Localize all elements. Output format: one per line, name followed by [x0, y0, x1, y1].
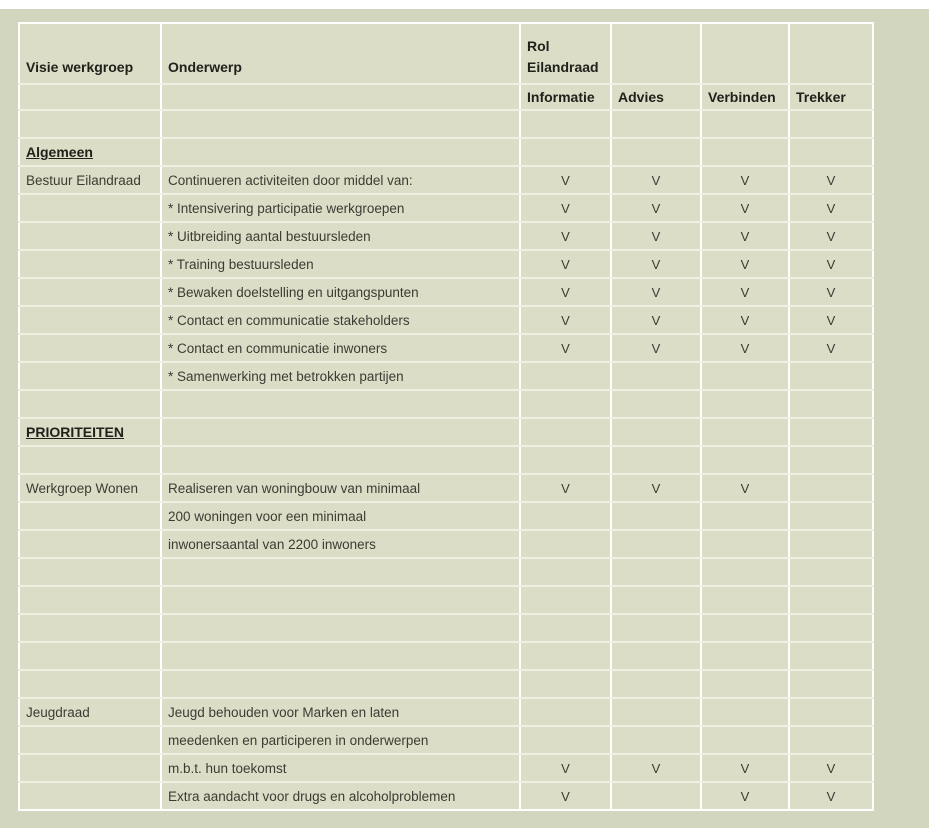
- mark-cell-verbinden: V: [701, 194, 789, 222]
- mark-cell-informatie: V: [520, 474, 611, 502]
- mark-cell-verbinden: V: [701, 166, 789, 194]
- onderwerp-cell: 200 woningen voor een minimaal: [161, 502, 520, 530]
- mark-cell-advies: V: [611, 278, 701, 306]
- mark-cell-verbinden: V: [701, 474, 789, 502]
- mark-cell-trekker: V: [789, 278, 873, 306]
- mark-cell-informatie: [520, 502, 611, 530]
- table-row: [19, 250, 873, 278]
- visie-werkgroep-cell: [19, 194, 161, 222]
- visie-werkgroep-cell: [19, 446, 161, 474]
- mark-cell-verbinden: [701, 502, 789, 530]
- visie-werkgroep-cell: [19, 250, 161, 278]
- mark-cell-verbinden: V: [701, 334, 789, 362]
- subheader-empty-1: [19, 84, 161, 110]
- mark-cell-verbinden: V: [701, 782, 789, 810]
- table-row: [19, 726, 873, 754]
- onderwerp-cell: [161, 670, 520, 698]
- mark-cell-advies: V: [611, 194, 701, 222]
- mark-cell-informatie: [520, 530, 611, 558]
- header-row-main: [19, 23, 873, 84]
- mark-cell-informatie: [520, 586, 611, 614]
- mark-cell-trekker: V: [789, 166, 873, 194]
- mark-cell-informatie: V: [520, 278, 611, 306]
- mark-cell-advies: [611, 586, 701, 614]
- mark-cell-informatie: V: [520, 166, 611, 194]
- mark-cell-verbinden: [701, 418, 789, 446]
- table-row: [19, 670, 873, 698]
- visie-werkgroep-cell: [19, 110, 161, 138]
- table-row: [19, 614, 873, 642]
- onderwerp-cell: * Training bestuursleden: [161, 250, 520, 278]
- mark-cell-informatie: V: [520, 782, 611, 810]
- table-row: [19, 110, 873, 138]
- header-row-roles: [19, 84, 873, 110]
- visie-werkgroep-table: [18, 22, 874, 811]
- mark-cell-trekker: [789, 530, 873, 558]
- mark-cell-advies: V: [611, 306, 701, 334]
- table-row: [19, 418, 873, 446]
- mark-cell-advies: V: [611, 166, 701, 194]
- mark-cell-verbinden: [701, 446, 789, 474]
- mark-cell-advies: [611, 418, 701, 446]
- mark-cell-trekker: [789, 586, 873, 614]
- table-body: [19, 110, 873, 810]
- table-row: [19, 334, 873, 362]
- onderwerp-cell: [161, 390, 520, 418]
- col-header-empty-2: [701, 23, 789, 84]
- table-row: [19, 446, 873, 474]
- mark-cell-verbinden: [701, 726, 789, 754]
- table-row: [19, 138, 873, 166]
- mark-cell-trekker: [789, 138, 873, 166]
- mark-cell-advies: V: [611, 754, 701, 782]
- onderwerp-cell: m.b.t. hun toekomst: [161, 754, 520, 782]
- mark-cell-trekker: [789, 558, 873, 586]
- onderwerp-cell: * Uitbreiding aantal bestuursleden: [161, 222, 520, 250]
- table-row: [19, 502, 873, 530]
- visie-werkgroep-cell: [19, 754, 161, 782]
- mark-cell-verbinden: V: [701, 306, 789, 334]
- mark-cell-informatie: [520, 418, 611, 446]
- mark-cell-informatie: [520, 362, 611, 390]
- table-row: [19, 754, 873, 782]
- mark-cell-verbinden: [701, 138, 789, 166]
- mark-cell-informatie: [520, 138, 611, 166]
- visie-werkgroep-cell: [19, 782, 161, 810]
- onderwerp-cell: meedenken en participeren in onderwerpen: [161, 726, 520, 754]
- table-row: [19, 390, 873, 418]
- mark-cell-trekker: [789, 446, 873, 474]
- table-row: [19, 642, 873, 670]
- mark-cell-advies: [611, 726, 701, 754]
- mark-cell-verbinden: [701, 558, 789, 586]
- mark-cell-trekker: [789, 110, 873, 138]
- mark-cell-trekker: [789, 474, 873, 502]
- visie-werkgroep-cell: [19, 642, 161, 670]
- mark-cell-informatie: [520, 390, 611, 418]
- onderwerp-cell: [161, 558, 520, 586]
- visie-werkgroep-cell: [19, 390, 161, 418]
- onderwerp-cell: * Contact en communicatie stakeholders: [161, 306, 520, 334]
- table-header: [19, 23, 873, 110]
- mark-cell-informatie: [520, 446, 611, 474]
- table-row: [19, 278, 873, 306]
- mark-cell-informatie: [520, 642, 611, 670]
- mark-cell-advies: V: [611, 334, 701, 362]
- mark-cell-advies: [611, 138, 701, 166]
- visie-werkgroep-cell: Algemeen: [19, 138, 161, 166]
- onderwerp-cell: Jeugd behouden voor Marken en laten: [161, 698, 520, 726]
- onderwerp-cell: * Bewaken doelstelling en uitgangspunten: [161, 278, 520, 306]
- mark-cell-advies: [611, 698, 701, 726]
- mark-cell-verbinden: V: [701, 278, 789, 306]
- mark-cell-informatie: [520, 558, 611, 586]
- table-row: [19, 306, 873, 334]
- visie-werkgroep-cell: [19, 530, 161, 558]
- onderwerp-cell: [161, 446, 520, 474]
- mark-cell-informatie: V: [520, 222, 611, 250]
- table-row: [19, 782, 873, 810]
- table-row: [19, 222, 873, 250]
- visie-werkgroep-cell: [19, 586, 161, 614]
- subheader-informatie: Informatie: [520, 84, 611, 110]
- mark-cell-trekker: [789, 670, 873, 698]
- mark-cell-trekker: [789, 362, 873, 390]
- mark-cell-informatie: [520, 110, 611, 138]
- visie-werkgroep-cell: [19, 222, 161, 250]
- visie-werkgroep-cell: Werkgroep Wonen: [19, 474, 161, 502]
- table-row: [19, 166, 873, 194]
- mark-cell-verbinden: [701, 530, 789, 558]
- visie-werkgroep-cell: Bestuur Eilandraad: [19, 166, 161, 194]
- onderwerp-cell: [161, 138, 520, 166]
- mark-cell-trekker: V: [789, 250, 873, 278]
- col-header-rol-eilandraad: Rol Eilandraad: [520, 23, 611, 84]
- onderwerp-cell: Realiseren van woningbouw van minimaal: [161, 474, 520, 502]
- mark-cell-verbinden: [701, 642, 789, 670]
- visie-werkgroep-cell: [19, 558, 161, 586]
- mark-cell-advies: [611, 390, 701, 418]
- visie-werkgroep-cell: [19, 278, 161, 306]
- mark-cell-trekker: V: [789, 334, 873, 362]
- onderwerp-cell: [161, 110, 520, 138]
- mark-cell-advies: [611, 614, 701, 642]
- col-header-empty-1: [611, 23, 701, 84]
- table-row: [19, 362, 873, 390]
- mark-cell-verbinden: V: [701, 222, 789, 250]
- mark-cell-trekker: [789, 390, 873, 418]
- mark-cell-informatie: V: [520, 194, 611, 222]
- mark-cell-verbinden: [701, 698, 789, 726]
- mark-cell-trekker: V: [789, 222, 873, 250]
- mark-cell-trekker: [789, 418, 873, 446]
- mark-cell-advies: [611, 642, 701, 670]
- mark-cell-trekker: [789, 614, 873, 642]
- mark-cell-verbinden: V: [701, 754, 789, 782]
- visie-werkgroep-cell: [19, 334, 161, 362]
- visie-werkgroep-cell: PRIORITEITEN: [19, 418, 161, 446]
- onderwerp-cell: * Contact en communicatie inwoners: [161, 334, 520, 362]
- mark-cell-advies: [611, 670, 701, 698]
- mark-cell-advies: V: [611, 222, 701, 250]
- mark-cell-verbinden: [701, 390, 789, 418]
- table-row: [19, 530, 873, 558]
- mark-cell-informatie: V: [520, 754, 611, 782]
- mark-cell-advies: [611, 558, 701, 586]
- top-white-strip: [0, 0, 929, 9]
- visie-werkgroep-cell: [19, 362, 161, 390]
- visie-werkgroep-cell: [19, 726, 161, 754]
- mark-cell-informatie: V: [520, 306, 611, 334]
- onderwerp-cell: [161, 642, 520, 670]
- mark-cell-advies: [611, 362, 701, 390]
- onderwerp-cell: Extra aandacht voor drugs en alcoholproblemen: [161, 782, 520, 810]
- mark-cell-trekker: [789, 642, 873, 670]
- mark-cell-informatie: V: [520, 250, 611, 278]
- onderwerp-cell: [161, 614, 520, 642]
- visie-werkgroep-cell: [19, 670, 161, 698]
- col-header-empty-3: [789, 23, 873, 84]
- mark-cell-verbinden: V: [701, 250, 789, 278]
- mark-cell-advies: [611, 530, 701, 558]
- mark-cell-advies: V: [611, 250, 701, 278]
- table-row: [19, 586, 873, 614]
- mark-cell-advies: [611, 782, 701, 810]
- mark-cell-verbinden: [701, 362, 789, 390]
- visie-werkgroep-cell: [19, 502, 161, 530]
- onderwerp-cell: Continueren activiteiten door middel van:: [161, 166, 520, 194]
- mark-cell-informatie: [520, 670, 611, 698]
- mark-cell-verbinden: [701, 670, 789, 698]
- mark-cell-advies: [611, 446, 701, 474]
- table-row: [19, 474, 873, 502]
- table-row: [19, 698, 873, 726]
- mark-cell-trekker: V: [789, 306, 873, 334]
- subheader-verbinden: Verbinden: [701, 84, 789, 110]
- mark-cell-verbinden: [701, 110, 789, 138]
- mark-cell-informatie: [520, 726, 611, 754]
- mark-cell-trekker: [789, 698, 873, 726]
- subheader-empty-2: [161, 84, 520, 110]
- onderwerp-cell: [161, 586, 520, 614]
- subheader-trekker: Trekker: [789, 84, 873, 110]
- mark-cell-verbinden: [701, 614, 789, 642]
- mark-cell-informatie: V: [520, 334, 611, 362]
- mark-cell-trekker: [789, 726, 873, 754]
- mark-cell-trekker: [789, 502, 873, 530]
- visie-werkgroep-cell: [19, 614, 161, 642]
- mark-cell-informatie: [520, 614, 611, 642]
- mark-cell-trekker: V: [789, 754, 873, 782]
- mark-cell-verbinden: [701, 586, 789, 614]
- table-row: [19, 558, 873, 586]
- mark-cell-advies: [611, 502, 701, 530]
- onderwerp-cell: inwonersaantal van 2200 inwoners: [161, 530, 520, 558]
- visie-werkgroep-cell: [19, 306, 161, 334]
- visie-werkgroep-cell: Jeugdraad: [19, 698, 161, 726]
- mark-cell-advies: V: [611, 474, 701, 502]
- onderwerp-cell: * Intensivering participatie werkgroepen: [161, 194, 520, 222]
- col-header-onderwerp: Onderwerp: [161, 23, 520, 84]
- mark-cell-trekker: V: [789, 194, 873, 222]
- mark-cell-advies: [611, 110, 701, 138]
- subheader-advies: Advies: [611, 84, 701, 110]
- onderwerp-cell: * Samenwerking met betrokken partijen: [161, 362, 520, 390]
- onderwerp-cell: [161, 418, 520, 446]
- table-row: [19, 194, 873, 222]
- col-header-visie-werkgroep: Visie werkgroep: [19, 23, 161, 84]
- document-background: [0, 9, 929, 828]
- mark-cell-informatie: [520, 698, 611, 726]
- mark-cell-trekker: V: [789, 782, 873, 810]
